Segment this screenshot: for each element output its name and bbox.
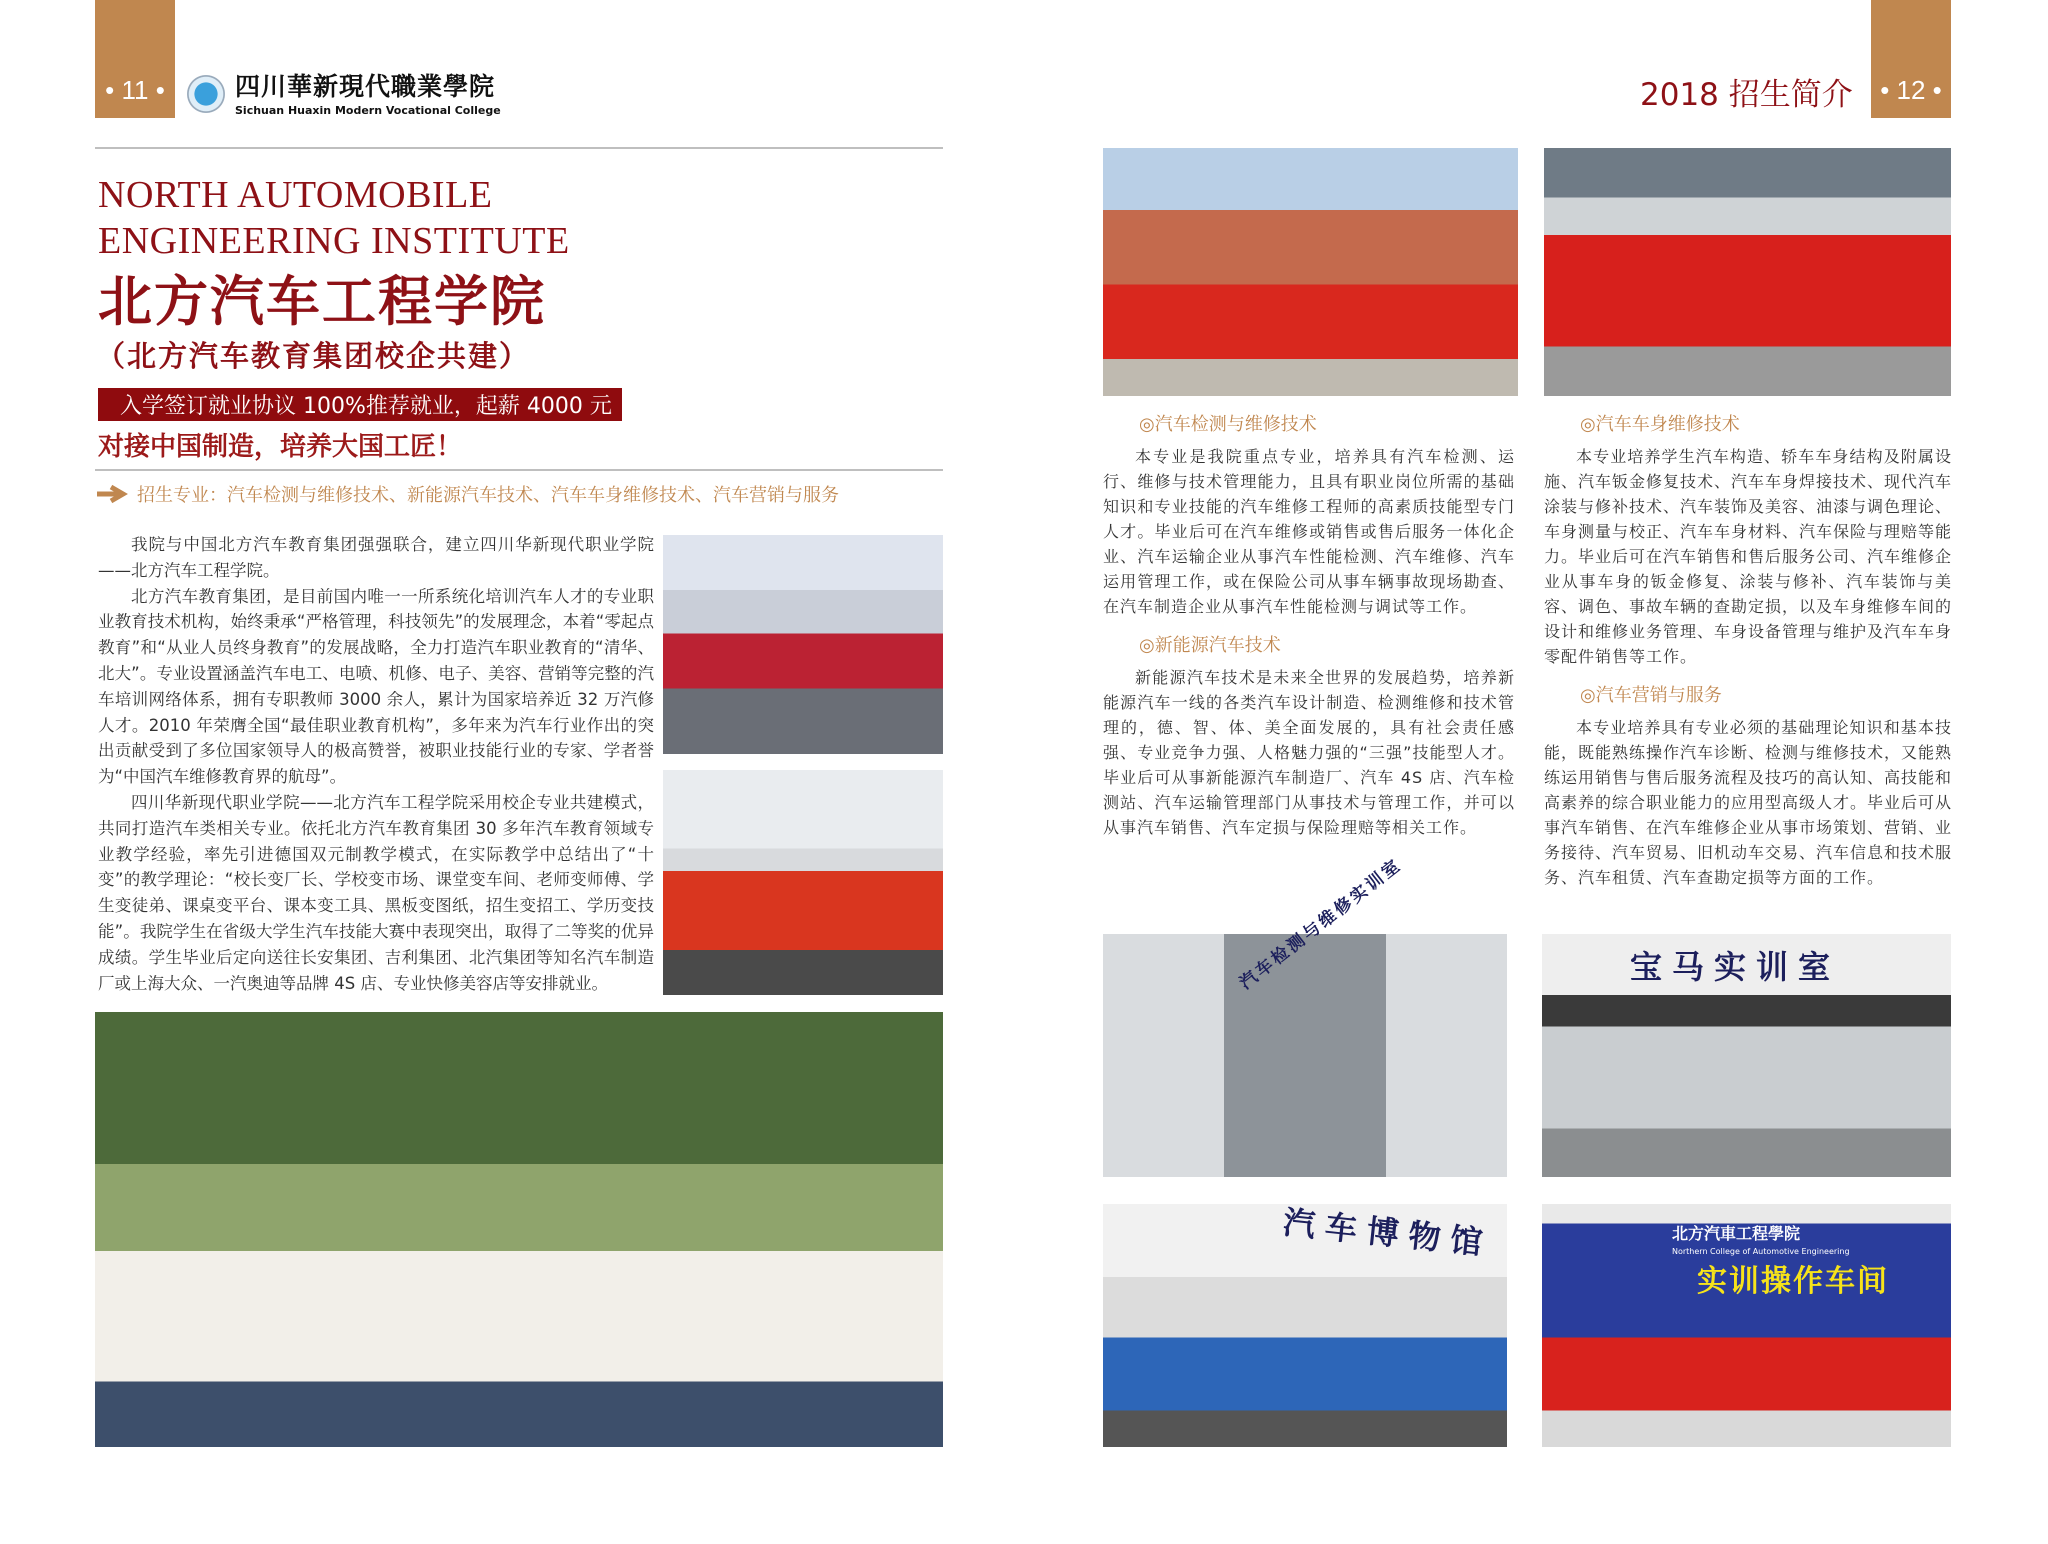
section-new-energy	[1103, 633, 1515, 840]
showroom-car-photo	[663, 770, 943, 995]
paragraph: 北方汽车教育集团，是目前国内唯一一所系统化培训汽车人才的专业职业教育技术机构，始终秉承“严格管理，科技领先”的发展理念，本着“零起点教育”和“从业人员终身教育”的发展战略，全力打造汽车职业教育的“清华、北大”。专业设置涵盖汽车电工、电喷、机修、电子、美容、营销等完整的汽车培训网络体系，拥有专职教师 3000 余人，累计为国家培养近 32 万汽修人才。2010 年荣膺全国“最佳职业教育机构”，多年来为汽车行业作出的突出贡献受到了多位国家领导人的极高赞誉，被职业技能行业的专家、学者誉为“中国汽车维修教育界的航母”。	[98, 586, 654, 787]
title-en-line: NORTH AUTOMOBILE	[98, 174, 493, 216]
slogan: 对接中国制造，培养大国工匠！	[98, 432, 463, 462]
title-en	[98, 172, 570, 264]
section-heading: ◎新能源汽车技术	[1139, 635, 1281, 656]
paragraph: 四川华新现代职业学院——北方汽车工程学院采用校企专业共建模式，共同打造汽车类相关专业。依托北方汽车教育集团 30 多年汽车教育领域专业教学经验，率先引进德国双元制教学模式，在实际教学中总结出了“十变”的教学理论：“校长变厂长、学校变市场、课堂变车间、老师变师傅、学生变徒弟、课桌变平台、课本变工具、黑板变图纸，招生变招工、学历变技能”。我院学生在省级大学生汽车技能大赛中表现突出，取得了二等奖的优异成绩。学生毕业后定向送往长安集团、吉利集团、北汽集团等知名汽车制造厂或上海大众、一汽奥迪等品牌 4S 店、专业快修美容店等安排就业。	[98, 792, 654, 993]
training-hall-photo	[1544, 148, 1951, 396]
logo-en: Sichuan Huaxin Modern Vocational College	[235, 104, 501, 117]
intro-text	[98, 532, 654, 996]
title-en-line: ENGINEERING INSTITUTE	[98, 220, 570, 262]
section-text: 本专业培养具有专业必须的基础理论知识和基本技能，既能熟练操作汽车诊断、检测与维修技术，又能熟练运用销售与售后服务流程及技巧的高认知、高技能和高素养的综合职业能力的应用型高级人才。毕业后可从事汽车销售、在汽车维修企业从事市场策划、营销、业务接待、汽车贸易、旧机动车交易、汽车信息和技术服务、汽车租赁、汽车查勘定损等方面的工作。	[1544, 718, 1953, 887]
workshop-banner-school: 北方汽車工程學院	[1672, 1224, 1801, 1243]
page-number-left: • 11 •	[95, 0, 175, 118]
logo-cn: 四川華新現代職業學院	[235, 72, 496, 101]
car-museum-photo	[1103, 1204, 1507, 1447]
title-cn: 北方汽车工程学院	[98, 269, 546, 333]
classroom-photo	[663, 535, 943, 754]
page-number-right: • 12 •	[1871, 0, 1951, 118]
bmw-lab-photo	[1542, 934, 1951, 1177]
lab-corridor-photo	[1103, 854, 1507, 1177]
employment-banner: 入学签订就业协议 100%推荐就业，起薪 4000 元	[98, 388, 622, 421]
section-inspection	[1103, 412, 1515, 619]
section-heading: ◎汽车营销与服务	[1580, 685, 1722, 706]
lab-sign: 汽车检测与维修实训室	[1236, 854, 1406, 994]
section-body-repair	[1544, 412, 1952, 669]
students-group-photo	[95, 1012, 943, 1447]
section-heading: ◎汽车车身维修技术	[1580, 414, 1740, 435]
paragraph: 我院与中国北方汽车教育集团强强联合，建立四川华新现代职业学院——北方汽车工程学院。	[98, 535, 654, 580]
bmw-sign: 宝马实训室	[1630, 948, 1841, 986]
campus-students-photo	[1103, 148, 1518, 396]
college-logo-icon	[186, 74, 226, 114]
section-heading: ◎汽车检测与维修技术	[1139, 414, 1317, 435]
divider	[95, 469, 943, 471]
column-right	[1544, 412, 1952, 890]
arrow-right-icon	[95, 484, 129, 504]
workshop-banner-en: Northern College of Automotive Engineering	[1672, 1247, 1850, 1256]
section-text: 本专业培养学生汽车构造、轿车车身结构及附属设施、汽车钣金修复技术、汽车车身焊接技术、现代汽车涂装与修补技术、汽车装饰及美容、油漆与调色理论、车身测量与校正、汽车车身材料、汽车保险与理赔等能力。毕业后可在汽车销售和售后服务公司、汽车维修企业从事车身的钣金修复、涂装与修补、汽车装饰与美容、调色、事故车辆的查勘定损，以及车身维修车间的设计和维修业务管理、车身设备管理与维护及汽车车身零配件销售等工作。	[1544, 447, 1953, 666]
section-marketing	[1544, 683, 1952, 890]
workshop-sign: 实训操作车间	[1697, 1264, 1889, 1299]
majors-line	[95, 481, 839, 507]
section-text: 本专业是我院重点专业，培养具有汽车检测、运行、维修与技术管理能力，且具有职业岗位所需的基础知识和专业技能的汽车维修工程师的高素质技能型专门人才。毕业后可在汽车维修或销售或售后服务一体化企业、汽车运输企业从事汽车性能检测、汽车维修、汽车运用管理工作，或在保险公司从事车辆事故现场勘查、在汽车制造企业从事汽车性能检测与调试等工作。	[1103, 447, 1515, 616]
column-left	[1103, 412, 1515, 840]
header-rule	[95, 147, 943, 149]
workshop-photo	[1542, 1204, 1951, 1447]
majors-text: 招生专业：汽车检测与维修技术、新能源汽车技术、汽车车身维修技术、汽车营销与服务	[137, 485, 839, 506]
museum-sign: 汽车博物馆	[1281, 1203, 1495, 1263]
subtitle-cn: （北方汽车教育集团校企共建）	[96, 339, 531, 373]
section-text: 新能源汽车技术是未来全世界的发展趋势，培养新能源汽车一线的各类汽车设计制造、检测维修和技术管理的，德、智、体、美全面发展的，具有社会责任感强、专业竞争力强、人格魅力强的“三强”技能型人才。毕业后可从事新能源汽车制造厂、汽车 4S 店、汽车检测站、汽车运输管理部门从事技术与管理工作，并可以从事汽车销售、汽车定损与保险理赔等相关工作。	[1103, 668, 1515, 837]
brochure-header: 2018 招生简介	[1640, 77, 1853, 113]
